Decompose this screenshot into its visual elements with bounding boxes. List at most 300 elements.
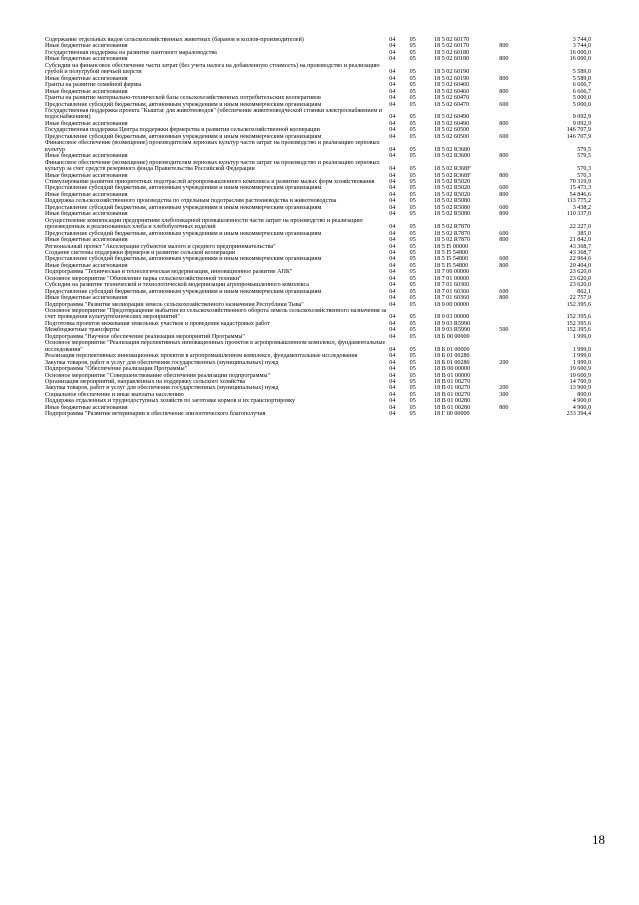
row-target-item-cell: 18 5 02 60170 (434, 37, 470, 43)
row-amount-cell: 3 438,2 (572, 204, 591, 211)
row-amount-cell: 800,0 (577, 391, 591, 398)
row-target-item-cell: 18 В 01 00270 (434, 379, 471, 386)
row-name-cell: Основное мероприятие "Реализация перспективных инновационных проектов в агропромышленном комплексе, фундаментальные исследования" (45, 340, 386, 353)
budget-table (45, 37, 591, 418)
row-name-cell: Иные бюджетные ассигнования (45, 191, 128, 198)
row-amount-cell: 152 395,6 (566, 327, 591, 334)
row-amount-cell: 43 368,7 (569, 243, 591, 250)
row-amount-cell: 3 744,0 (572, 37, 591, 43)
row-expense-type-cell: 800 (499, 211, 509, 218)
row-section-cell: 04 (389, 295, 396, 302)
row-subsection-cell: 05 (409, 269, 416, 276)
row-section-cell: 04 (389, 301, 396, 308)
row-amount-cell: 146 707,9 (566, 133, 591, 140)
row-amount-cell: 1 999,0 (572, 333, 591, 340)
row-target-item-cell: 18 5 02 R368F (434, 172, 471, 179)
row-amount-cell: 19 600,9 (569, 372, 591, 379)
row-subsection-cell: 05 (409, 243, 416, 250)
row-amount-cell: 15 473,3 (569, 185, 591, 192)
row-section-cell: 04 (389, 185, 396, 192)
row-subsection-cell: 05 (409, 275, 416, 282)
row-subsection-cell: 05 (409, 237, 416, 244)
row-target-item-cell: 18 5 02 R7870 (434, 237, 471, 244)
row-section-cell: 04 (389, 88, 396, 95)
row-section-cell: 04 (389, 282, 396, 289)
row-name-cell: Основное мероприятие "Совершенствование обеспечения реализации подпрограммы" (45, 372, 270, 379)
row-expense-type-cell: 500 (499, 327, 509, 334)
row-target-item-cell: 18 Г 00 00000 (434, 411, 470, 418)
row-target-item-cell: 18 7 01 60360 (434, 282, 470, 289)
row-section-cell: 04 (389, 224, 396, 231)
row-target-item-cell: 18 5 02 R7870 (434, 224, 471, 231)
row-name-cell: Иные бюджетные ассигнования (45, 172, 128, 179)
row-expense-type-cell: 800 (499, 172, 509, 179)
row-expense-type-cell (499, 411, 528, 417)
row-amount-cell: 1 999,0 (572, 353, 591, 360)
row-section-cell: 04 (389, 178, 396, 185)
row-expense-type-cell: 800 (499, 262, 509, 269)
row-name-cell: Иные бюджетные ассигнования (45, 43, 128, 50)
row-target-item-cell: 18 5 02 R3680 (434, 146, 471, 153)
row-name-cell: Иные бюджетные ассигнования (45, 153, 128, 160)
row-expense-type-cell (499, 63, 528, 76)
row-target-item-cell: 18 5 02 60490 (434, 120, 470, 127)
table-row (45, 218, 591, 231)
row-name-cell: Подпрограмма "Научное обеспечение реализации мероприятий Программы" (45, 333, 245, 340)
row-section-cell: 04 (389, 153, 396, 160)
row-section-cell: 04 (389, 269, 396, 276)
row-expense-type-cell: 600 (499, 230, 509, 237)
row-name-cell: Гранты на развитие семейной фермы (45, 82, 142, 89)
row-subsection-cell: 05 (409, 185, 416, 192)
row-name-cell: Социальное обеспечение и иные выплаты населению (45, 391, 184, 398)
row-name-cell: Подготовка проектов межевания земельных участков и проведение кадастровых работ (45, 320, 270, 327)
row-amount-cell: 22 227,0 (569, 224, 591, 231)
row-subsection-cell: 05 (409, 49, 416, 56)
row-section-cell: 04 (389, 385, 396, 392)
table-row (45, 63, 591, 76)
row-section-cell: 04 (389, 82, 396, 89)
row-amount-cell: 43 368,7 (569, 249, 591, 256)
row-subsection-cell: 05 (409, 301, 416, 308)
row-name-cell: Закупка товаров, работ и услуг для обеспечения государственных (муниципальных) нужд (45, 385, 279, 392)
row-name-cell: Основное мероприятие "Обновление парка сельскохозяйственной техники" (45, 275, 242, 282)
row-expense-type-cell (499, 140, 528, 153)
row-target-item-cell: 18 5 02 60470 (434, 101, 470, 108)
row-subsection-cell: 05 (409, 249, 416, 256)
row-section-cell: 04 (389, 166, 396, 173)
row-target-item-cell: 18 5 02 60490 (434, 114, 470, 121)
row-section-cell: 04 (389, 366, 396, 373)
row-section-cell: 04 (389, 256, 396, 263)
row-subsection-cell: 05 (409, 69, 416, 76)
row-amount-cell: 9 092,9 (572, 120, 591, 127)
row-subsection-cell: 05 (409, 327, 416, 334)
row-name-cell: Предоставление субсидий бюджетным, автономным учреждениям и иным некоммерческим организациям (45, 204, 322, 211)
row-target-item-cell: 18 9 00 00000 (434, 301, 470, 308)
row-amount-cell: 6 666,7 (572, 88, 591, 95)
row-subsection-cell: 05 (409, 372, 416, 379)
row-target-item-cell: 18 В 01 00280 (434, 398, 471, 405)
row-section-cell: 04 (389, 95, 396, 102)
row-amount-cell: 110 337,0 (566, 211, 591, 218)
row-expense-type-cell: 600 (499, 133, 509, 140)
table-row (45, 160, 591, 173)
row-subsection-cell: 05 (409, 333, 416, 340)
row-subsection-cell: 05 (409, 178, 416, 185)
row-subsection-cell: 05 (409, 37, 416, 43)
row-amount-cell: 54 846,6 (569, 191, 591, 198)
row-section-cell: 04 (389, 172, 396, 179)
row-target-item-cell: 18 В 00 00000 (434, 366, 471, 373)
row-expense-type-cell: 200 (499, 359, 509, 366)
row-expense-type-cell: 800 (499, 295, 509, 302)
row-name-cell: Предоставление субсидий бюджетным, автономным учреждениям и иным некоммерческим организациям (45, 101, 322, 108)
row-amount-cell: 23 620,0 (569, 269, 591, 276)
row-expense-type-cell: 600 (499, 101, 509, 108)
row-section-cell: 04 (389, 346, 396, 353)
row-name-cell: Предоставление субсидий бюджетным, автономным учреждениям и иным некоммерческим организациям (45, 230, 322, 237)
row-target-item-cell: 18 5 02 60180 (434, 56, 470, 63)
row-subsection-cell: 05 (409, 366, 416, 373)
row-name-cell: Иные бюджетные ассигнования (45, 295, 128, 302)
row-target-item-cell: 18 5 02 60190 (434, 75, 470, 82)
row-name-cell: Региональный проект "Акселерация субъектов малого и среднего предпринимательства" (45, 243, 276, 250)
row-target-item-cell: 18 5 02 60170 (434, 43, 470, 50)
row-subsection-cell: 05 (409, 224, 416, 231)
row-subsection-cell: 05 (409, 101, 416, 108)
row-name-cell: Поддержка отдаленных и труднодоступных хозяйств по заготовке кормов и их транспортировку (45, 398, 296, 405)
page-number: 18 (592, 832, 605, 847)
row-name-cell: Иные бюджетные ассигнования (45, 211, 128, 218)
row-amount-cell: 6 666,7 (572, 82, 591, 89)
row-amount-cell: 152 395,6 (566, 320, 591, 327)
row-section-cell: 04 (389, 114, 396, 121)
row-expense-type-cell (499, 308, 528, 321)
row-subsection-cell: 05 (409, 282, 416, 289)
row-target-item-cell: 18 5 02 R5080 (434, 198, 471, 205)
row-section-cell: 04 (389, 56, 396, 63)
row-section-cell: 04 (389, 398, 396, 405)
row-subsection-cell: 05 (409, 295, 416, 302)
row-amount-cell: 23 620,0 (569, 275, 591, 282)
row-amount-cell: 23 620,0 (569, 282, 591, 289)
row-section-cell: 04 (389, 404, 396, 411)
row-target-item-cell: 18 5 02 R5080 (434, 204, 471, 211)
table-row (45, 411, 591, 417)
row-section-cell: 04 (389, 249, 396, 256)
row-subsection-cell: 05 (409, 146, 416, 153)
row-section-cell: 04 (389, 75, 396, 82)
row-section-cell: 04 (389, 211, 396, 218)
row-target-item-cell: 18 В 01 00280 (434, 404, 471, 411)
table-row (45, 108, 591, 121)
row-name-cell: Иные бюджетные ассигнования (45, 75, 128, 82)
row-name-cell: Подпрограмма "Развитие мелиорации земель сельскохозяйственного назначения Республики Тыва" (45, 301, 304, 308)
row-target-item-cell: 18 9 03 R5990 (434, 327, 471, 334)
row-subsection-cell: 05 (409, 359, 416, 366)
row-name-cell: Иные бюджетные ассигнования (45, 404, 128, 411)
row-amount-cell: 16 000,0 (569, 56, 591, 63)
row-name-cell: Закупка товаров, работ и услуг для обеспечения государственных (муниципальных) нужд (45, 359, 279, 366)
row-section-cell: 04 (389, 198, 396, 205)
row-amount-cell: 862,1 (577, 288, 591, 295)
row-amount-cell: 152 395,6 (566, 314, 591, 321)
row-section-cell: 04 (389, 243, 396, 250)
row-expense-type-cell: 800 (499, 43, 509, 50)
row-expense-type-cell (499, 160, 528, 173)
row-expense-type-cell: 800 (499, 153, 509, 160)
row-section-cell: 04 (389, 288, 396, 295)
row-name-cell: Государственная поддержка на развитие пантового мараловодства (45, 49, 217, 56)
row-expense-type-cell: 800 (499, 237, 509, 244)
row-section-cell: 04 (389, 237, 396, 244)
row-amount-cell: 570,3 (577, 166, 591, 173)
row-target-item-cell: 18 7 01 60360 (434, 295, 470, 302)
row-subsection-cell: 05 (409, 114, 416, 121)
row-name-cell: Государственная поддержка проекта "Кыштаг для животноводов" (обеспечение животноводческой стоянки электроснабжением и водоснабжением) (45, 107, 383, 121)
row-name-cell: Иные бюджетные ассигнования (45, 56, 128, 63)
row-name-cell: Иные бюджетные ассигнования (45, 262, 128, 269)
row-expense-type-cell: 800 (499, 88, 509, 95)
row-expense-type-cell (499, 108, 528, 121)
row-subsection-cell: 05 (409, 346, 416, 353)
row-target-item-cell: 18 В 01 00270 (434, 385, 471, 392)
row-amount-cell: 20 404,0 (569, 262, 591, 269)
row-expense-type-cell (499, 340, 528, 353)
row-expense-type-cell: 800 (499, 404, 509, 411)
row-section-cell: 04 (389, 230, 396, 237)
row-subsection-cell: 05 (409, 211, 416, 218)
row-name-cell: Государственная поддержка Центра поддержки фермерства и развития сельскохозяйственной кооперации (45, 127, 320, 134)
row-section-cell: 04 (389, 191, 396, 198)
row-subsection-cell: 05 (409, 320, 416, 327)
row-name-cell: Реализация перспективных инновационных проектов в агропромышленном комплексе, фундаментальные исследования (45, 353, 358, 360)
row-name-cell: Содержание отдельных видов сельскохозяйственных животных (баранов и козлов-производителей) (45, 37, 304, 43)
row-section-cell: 04 (389, 43, 396, 50)
row-amount-cell: 9 092,9 (572, 114, 591, 121)
row-section-cell: 04 (389, 101, 396, 108)
row-section-cell: 04 (389, 320, 396, 327)
row-target-item-cell: 18 5 I5 00000 (434, 243, 469, 250)
row-name-cell: Подпрограмма "Техническая и технологическая модернизация, инновационное развитие АПК" (45, 269, 293, 276)
row-section-cell: 04 (389, 411, 396, 418)
row-name-cell: Гранты на развитие материально-технической базы сельскохозяйственных потребительских кооперативов (45, 95, 321, 102)
row-name-cell: Финансовое обеспечение (возмещение) производителям зерновых культур части затрат на производство и реализацию зерновых культур (45, 140, 380, 153)
row-name-cell: Субсидии на развитие технической и технологической модернизации агропромышленного комплекса (45, 282, 309, 289)
row-amount-cell: 152 395,6 (566, 301, 591, 308)
row-name-cell: Подпрограмма "Обеспечение реализации Программы" (45, 366, 188, 373)
row-amount-cell: 21 842,0 (569, 237, 591, 244)
row-subsection-cell: 05 (409, 379, 416, 386)
row-section-cell: 04 (389, 133, 396, 140)
row-expense-type-cell: 800 (499, 75, 509, 82)
row-section-cell: 04 (389, 275, 396, 282)
row-amount-cell: 14 700,9 (569, 379, 591, 386)
row-amount-cell: 570,3 (577, 172, 591, 179)
row-section-cell: 04 (389, 146, 396, 153)
row-subsection-cell: 05 (409, 88, 416, 95)
row-amount-cell: 22 964,6 (569, 256, 591, 263)
row-section-cell: 04 (389, 69, 396, 76)
row-target-item-cell: 18 5 02 R7870 (434, 230, 471, 237)
row-subsection-cell: 05 (409, 43, 416, 50)
row-section-cell: 04 (389, 327, 396, 334)
row-expense-type-cell: 600 (499, 204, 509, 211)
row-name-cell: Предоставление субсидий бюджетным, автономным учреждениям и иным некоммерческим организациям (45, 133, 322, 140)
row-name-cell: Предоставление субсидий бюджетным, автономным учреждениям и иным некоммерческим организациям (45, 288, 322, 295)
row-section-cell: 04 (389, 120, 396, 127)
row-name-cell: Подпрограмма "Развитие ветеринарии и обеспечение эпизоотического благополучия (45, 411, 266, 418)
row-target-item-cell: 18 5 02 R368F (434, 166, 471, 173)
row-amount-cell: 146 707,9 (566, 127, 591, 134)
row-section-cell: 04 (389, 372, 396, 379)
row-target-item-cell: 18 5 02 R5020 (434, 191, 471, 198)
row-amount-cell: 19 600,9 (569, 366, 591, 373)
row-name-cell: Поддержка сельскохозяйственного производства по отдельным подотраслям растениеводства и животноводства (45, 198, 337, 205)
row-target-item-cell: 18 5 02 R3680 (434, 153, 471, 160)
row-subsection-cell: 05 (409, 75, 416, 82)
row-section-cell: 04 (389, 391, 396, 398)
row-target-item-cell: 18 5 I5 54800 (434, 256, 469, 263)
row-section-cell: 04 (389, 353, 396, 360)
row-subsection-cell: 05 (409, 411, 416, 418)
row-section-cell: 04 (389, 379, 396, 386)
budget-table-body (45, 37, 591, 418)
row-target-item-cell: 18 5 02 60460 (434, 82, 470, 89)
row-expense-type-cell: 300 (499, 391, 509, 398)
row-target-item-cell: 18 9 03 R5990 (434, 320, 471, 327)
row-expense-type-cell: 200 (499, 385, 509, 392)
row-target-item-cell: 18 5 I5 54800 (434, 262, 469, 269)
row-section-cell: 04 (389, 359, 396, 366)
row-subsection-cell: 05 (409, 172, 416, 179)
row-name-cell: Осуществление компенсации предприятиям хлебопекарной промышленности части затрат на производство и реализацию произведенных и реализованных хлеба и хлебобулочных изделий (45, 217, 363, 231)
row-subsection-cell: 05 (409, 191, 416, 198)
row-subsection-cell: 05 (409, 391, 416, 398)
row-target-item-cell: 18 В 01 00270 (434, 391, 471, 398)
row-target-item-cell: 18 5 02 60190 (434, 69, 470, 76)
row-subsection-cell: 05 (409, 314, 416, 321)
row-section-cell: 04 (389, 127, 396, 134)
row-expense-type-cell: 600 (499, 288, 509, 295)
row-target-item-cell: 18 7 00 00000 (434, 269, 470, 276)
row-subsection-cell: 05 (409, 120, 416, 127)
row-expense-type-cell: 600 (499, 256, 509, 263)
row-subsection-cell: 05 (409, 56, 416, 63)
table-row (45, 340, 591, 353)
row-amount-cell: 579,5 (577, 146, 591, 153)
row-target-item-cell: 18 Б 01 00280 (434, 359, 470, 366)
row-target-item-cell: 18 5 02 R5080 (434, 211, 471, 218)
row-amount-cell: 5 589,0 (572, 75, 591, 82)
row-target-item-cell: 18 Б 01 00000 (434, 346, 470, 353)
row-name-cell: Создание системы поддержки фермеров и развитие сельской кооперации (45, 249, 236, 256)
row-amount-cell: 4 900,0 (572, 398, 591, 405)
row-section-cell: 04 (389, 262, 396, 269)
row-subsection-cell: 05 (409, 133, 416, 140)
row-name-cell: Стимулирование развития приоритетных подотраслей агропромышленного комплекса и развитие малых форм хозяйствования (45, 178, 375, 185)
row-target-item-cell: 18 5 02 R5020 (434, 178, 471, 185)
row-amount-cell: 4 900,0 (572, 404, 591, 411)
row-amount-cell: 13 900,9 (569, 385, 591, 392)
row-target-item-cell: 18 5 02 R5020 (434, 185, 471, 192)
row-name-cell: Финансовое обеспечение (возмещение) производителям зерновых культур части затрат на производство и реализацию зерновых культур за счет средств резервного фонда Правительства Российской Федерации (45, 159, 380, 173)
row-amount-cell: 5 000,0 (572, 101, 591, 108)
row-target-item-cell: 18 5 02 60470 (434, 95, 470, 102)
row-target-item-cell: 18 5 I5 54800 (434, 249, 469, 256)
table-row (45, 140, 591, 153)
row-subsection-cell: 05 (409, 398, 416, 405)
row-amount-cell: 70 319,9 (569, 178, 591, 185)
row-target-item-cell: 18 5 02 60500 (434, 133, 470, 140)
row-subsection-cell: 05 (409, 198, 416, 205)
row-subsection-cell: 05 (409, 385, 416, 392)
row-section-cell: 04 (389, 314, 396, 321)
row-section-cell: 04 (389, 204, 396, 211)
row-subsection-cell: 05 (409, 153, 416, 160)
row-expense-type-cell: 800 (499, 191, 509, 198)
row-subsection-cell: 05 (409, 230, 416, 237)
row-section-cell: 04 (389, 49, 396, 56)
row-amount-cell: 16 000,0 (569, 49, 591, 56)
row-target-item-cell: 18 Б 01 00280 (434, 353, 470, 360)
row-name-cell: Иные бюджетные ассигнования (45, 120, 128, 127)
row-target-item-cell: 18 9 03 00000 (434, 314, 470, 321)
row-amount-cell: 1 999,0 (572, 359, 591, 366)
row-subsection-cell: 05 (409, 262, 416, 269)
row-target-item-cell: 18 7 01 00000 (434, 275, 470, 282)
row-amount-cell: 579,5 (577, 153, 591, 160)
row-name-cell: Субсидии на финансовое обеспечение части затрат (без учета налога на добавленную стоимость) на производство и реализацию грубой и полугрубой овечьей шерсти (45, 62, 380, 76)
row-amount-cell: 233 394,4 (566, 411, 591, 418)
row-name-cell: Основное мероприятие "Предотвращение выбытия из сельскохозяйственного оборота земель сельскохозяйственного назначения за счет проведения культуртехнических мероприятий" (45, 308, 387, 321)
row-name-cell: Межбюджетные трансферты (45, 327, 120, 334)
row-amount-cell: 385,0 (577, 230, 591, 237)
row-target-item-cell: 18 В 01 00000 (434, 372, 471, 379)
row-amount-cell: 3 744,0 (572, 43, 591, 50)
row-section-cell: 04 (389, 37, 396, 43)
row-subsection-cell: 05 (409, 404, 416, 411)
row-expense-type-cell: 600 (499, 185, 509, 192)
row-subsection-cell: 05 (409, 82, 416, 89)
row-amount-cell: 5 589,0 (572, 69, 591, 76)
row-subsection-cell: 05 (409, 256, 416, 263)
row-subsection-cell: 05 (409, 204, 416, 211)
row-expense-type-cell: 800 (499, 56, 509, 63)
row-name-cell: Организация мероприятий, направленных на поддержку сельского хозяйства (45, 379, 246, 386)
row-amount-cell: 1 999,0 (572, 346, 591, 353)
table-row (45, 308, 591, 321)
row-target-item-cell: 18 5 02 60460 (434, 88, 470, 95)
row-target-item-cell: 18 7 01 60360 (434, 288, 470, 295)
row-expense-type-cell: 800 (499, 120, 509, 127)
row-amount-cell: 22 757,9 (569, 295, 591, 302)
row-section-cell: 04 (389, 333, 396, 340)
row-subsection-cell: 05 (409, 288, 416, 295)
row-target-item-cell: 18 5 02 60500 (434, 127, 470, 134)
row-name-cell: Предоставление субсидий бюджетным, автономным учреждениям и иным некоммерческим организациям (45, 185, 322, 192)
row-name-cell: Иные бюджетные ассигнования (45, 88, 128, 95)
row-name-cell: Иные бюджетные ассигнования (45, 237, 128, 244)
row-target-item-cell: 18 Б 00 00000 (434, 333, 470, 340)
row-expense-type-cell (499, 218, 528, 231)
row-amount-cell: 113 775,2 (566, 198, 591, 205)
row-amount-cell: 5 000,0 (572, 95, 591, 102)
row-subsection-cell: 05 (409, 166, 416, 173)
row-target-item-cell: 18 5 02 60180 (434, 49, 470, 56)
row-subsection-cell: 05 (409, 127, 416, 134)
